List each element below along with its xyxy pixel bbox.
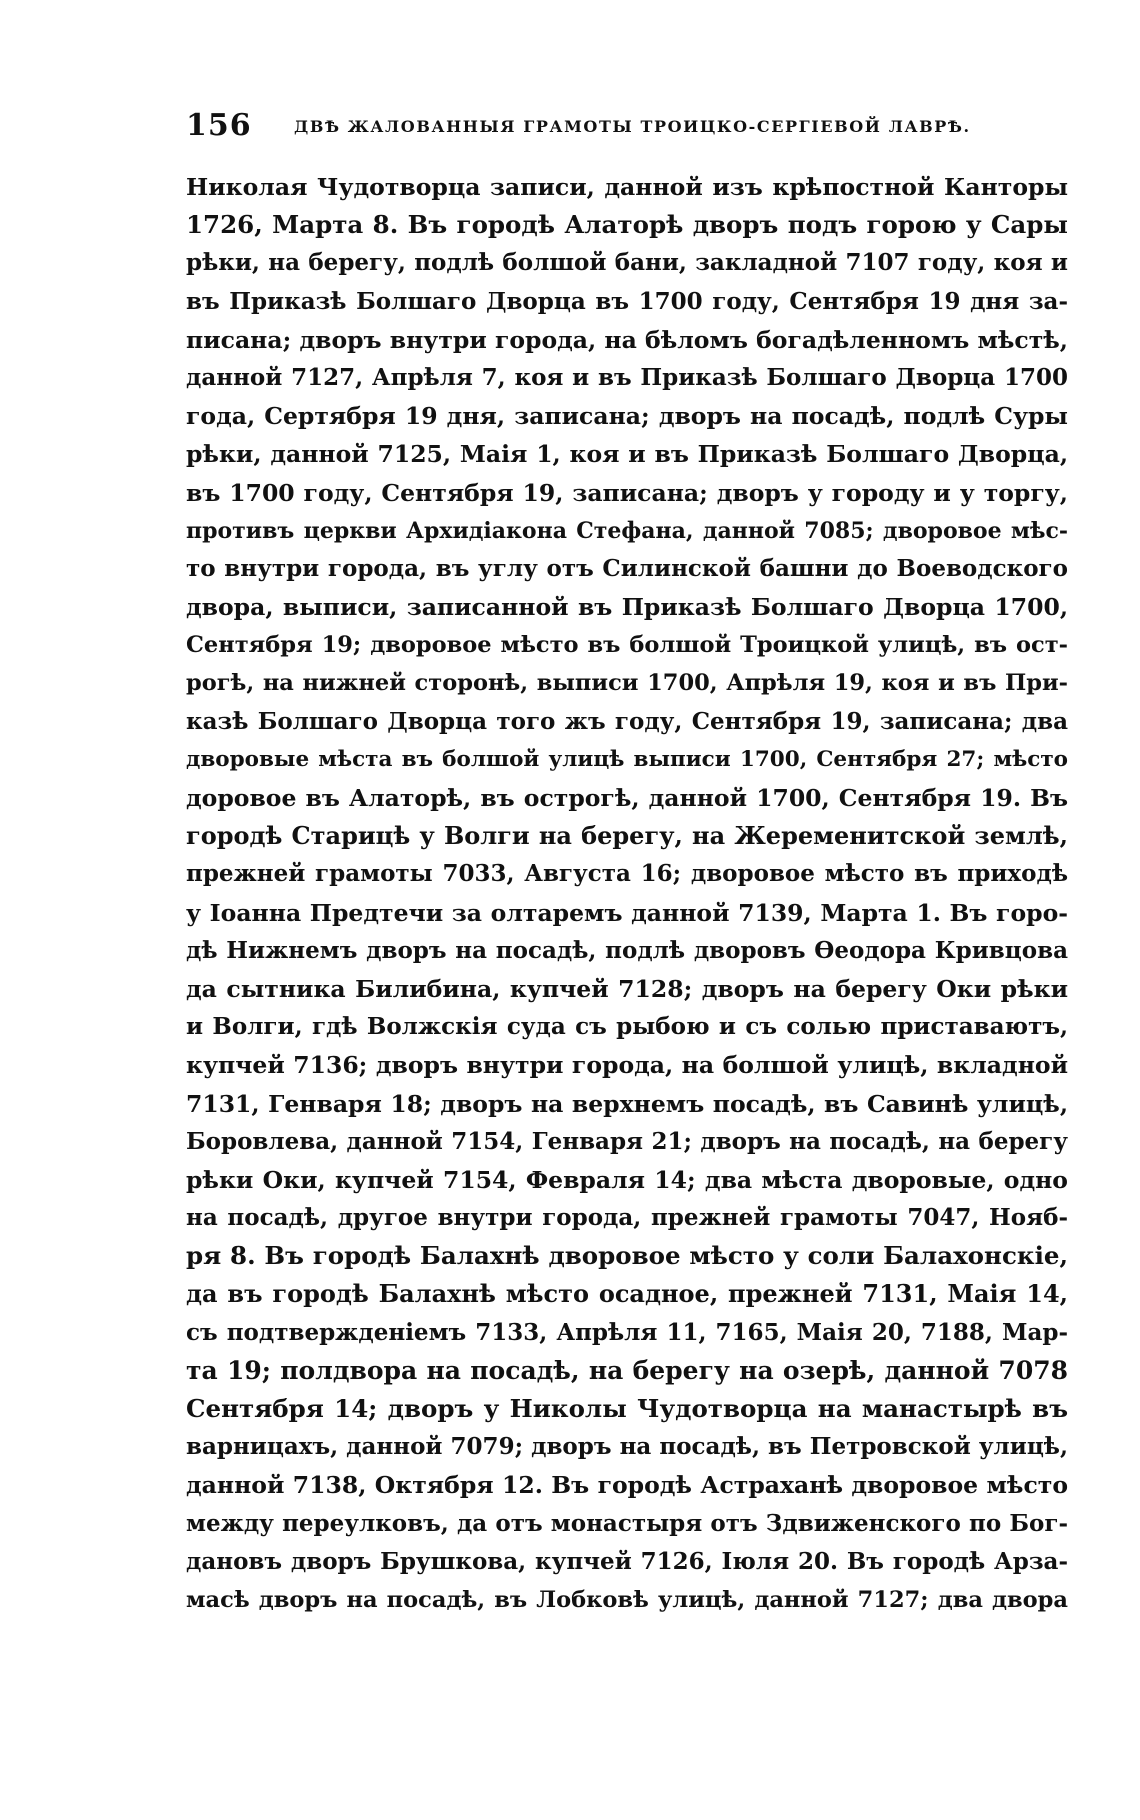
text-line: масѣ дворъ на посадѣ, въ Лобковѣ улицѣ, данной 7127; два двора	[186, 1586, 1068, 1613]
text-line: Николая Чудотворца записи, данной изъ крѣпостной Канторы	[186, 173, 1068, 201]
body-text	[186, 168, 1068, 1619]
text-line: писана; дворъ внутри города, на бѣломъ богадѣленномъ мѣстѣ,	[186, 325, 1068, 354]
text-line: 7131, Генваря 18; дворъ на верхнемъ посадѣ, въ Савинѣ улицѣ,	[186, 1089, 1068, 1118]
text-line: доровое въ Алаторѣ, въ острогѣ, данной 1700, Сентября 19. Въ	[186, 784, 1068, 812]
text-line: дановъ дворъ Брушкова, купчей 7126, Іюля 20. Въ городѣ Арза-	[186, 1547, 1068, 1575]
text-line: между переулковъ, да отъ монастыря отъ Здвиженского по Бог-	[186, 1509, 1068, 1537]
text-line: прежней грамоты 7033, Августа 16; дворовое мѣсто въ приходѣ	[186, 860, 1068, 888]
text-line: варницахъ, данной 7079; дворъ на посадѣ, въ Петровской улицѣ,	[186, 1433, 1068, 1461]
text-line: рѣки Оки, купчей 7154, Февраля 14; два мѣста дворовые, одно	[186, 1165, 1068, 1194]
text-line: та 19; полдвора на посадѣ, на берегу на озерѣ, данной 7078	[186, 1355, 1068, 1385]
text-line: дворовые мѣста въ болшой улицѣ выписи 1700, Сентября 27; мѣсто	[186, 746, 1068, 772]
text-line: городѣ Старицѣ у Волги на берегу, на Жеременитской землѣ,	[186, 821, 1068, 851]
text-line: Сентября 19; дворовое мѣсто въ болшой Троицкой улицѣ, въ ост-	[186, 632, 1068, 659]
text-line: и Волги, гдѣ Волжскія суда съ рыбою и съ солью приставаютъ,	[186, 1013, 1068, 1041]
text-line: рѣки, на берегу, подлѣ болшой бани, закладной 7107 году, коя и	[186, 249, 1068, 277]
text-line: рогѣ, на нижней сторонѣ, выписи 1700, Апрѣля 19, коя и въ При-	[186, 670, 1068, 697]
text-line: Боровлева, данной 7154, Генваря 21; дворъ на посадѣ, на берегу	[186, 1127, 1068, 1155]
text-line: дѣ Нижнемъ дворъ на посадѣ, подлѣ дворовъ Ѳеодора Кривцова	[186, 936, 1068, 964]
page-number: 156	[186, 108, 252, 143]
text-line: на посадѣ, другое внутри города, прежней грамоты 7047, Нояб-	[186, 1204, 1068, 1232]
text-line: въ 1700 году, Сентября 19, записана; дворъ у городу и у торгу,	[186, 478, 1068, 507]
text-line: противъ церкви Архидіакона Стефана, данной 7085; дворовое мѣс-	[186, 517, 1068, 544]
text-line: года, Сертября 19 дня, записана; дворъ на посадѣ, подлѣ Суры	[186, 402, 1068, 431]
text-line: ря 8. Въ городѣ Балахнѣ дворовое мѣсто у соли Балахонскіе,	[186, 1241, 1068, 1271]
text-line: въ Приказѣ Болшаго Дворца въ 1700 году, Сентября 19 дня за-	[186, 287, 1068, 315]
page-header	[186, 108, 971, 148]
text-line: да сытника Билибина, купчей 7128; дворъ на берегу Оки рѣки	[186, 974, 1068, 1003]
text-line: 1726, Марта 8. Въ городѣ Алаторѣ дворъ подъ горою у Сары	[186, 210, 1068, 240]
text-line: съ подтвержденіемъ 7133, Апрѣля 11, 7165, Маія 20, 7188, Мар-	[186, 1318, 1068, 1346]
text-line: двора, выписи, записанной въ Приказѣ Болшаго Дворца 1700,	[186, 593, 1068, 622]
text-line: данной 7127, Апрѣля 7, коя и въ Приказѣ Болшаго Дворца 1700	[186, 363, 1068, 391]
text-line: рѣки, данной 7125, Маія 1, коя и въ Приказѣ Болшаго Дворца,	[186, 440, 1068, 469]
text-line: Сентября 14; дворъ у Николы Чудотворца на манастырѣ въ	[186, 1394, 1068, 1423]
running-title: ДВѢ ЖАЛОВАННЫЯ ГРАМОТЫ ТРОИЦКО-СЕРГІЕВОЙ ЛАВРѢ.	[294, 117, 971, 136]
text-line: то внутри города, въ углу отъ Силинской башни до Воеводского	[186, 554, 1068, 582]
text-line: у Іоанна Предтечи за олтаремъ данной 7139, Марта 1. Въ горо-	[186, 898, 1068, 927]
text-line: казѣ Болшаго Дворца того жъ году, Сентября 19, записана; два	[186, 707, 1068, 735]
text-line: купчей 7136; дворъ внутри города, на болшой улицѣ, вкладной	[186, 1051, 1068, 1080]
text-line: данной 7138, Октября 12. Въ городѣ Астраханѣ дворовое мѣсто	[186, 1471, 1068, 1500]
text-line: да въ городѣ Балахнѣ мѣсто осадное, прежней 7131, Маія 14,	[186, 1279, 1068, 1309]
